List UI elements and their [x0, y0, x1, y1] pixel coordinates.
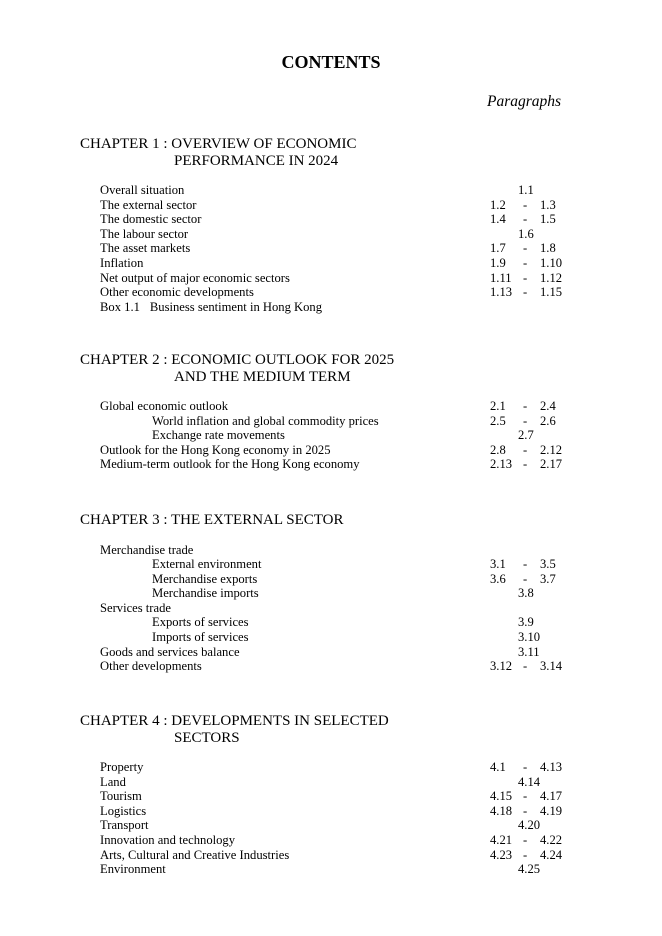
entry-paragraph: 3.10: [518, 630, 541, 645]
entry-paragraph-to: 2.12: [540, 442, 563, 457]
entry-paragraph-from: 4.21: [490, 832, 513, 847]
entry-label: Imports of services: [152, 630, 249, 645]
chapter-4: [80, 713, 563, 877]
range-dash: -: [523, 285, 528, 300]
toc-entry[interactable]: [80, 803, 563, 819]
toc-entry[interactable]: [80, 774, 541, 790]
entry-label: Land: [100, 774, 126, 789]
toc-entry[interactable]: [80, 183, 534, 198]
box-title: Business sentiment in Hong Kong: [149, 299, 323, 314]
entry-paragraph-to: 4.19: [540, 803, 563, 818]
chapter-heading-line: CHAPTER 3 : THE EXTERNAL SECTOR: [80, 512, 344, 528]
entry-label: Net output of major economic sectors: [100, 270, 290, 285]
toc-subentry[interactable]: [80, 413, 556, 429]
toc-subentry[interactable]: [80, 630, 541, 645]
entry-paragraph-from: 3.1: [490, 557, 506, 572]
entry-label: Arts, Cultural and Creative Industries: [100, 847, 290, 862]
toc-entry[interactable]: [80, 399, 556, 414]
toc-entry[interactable]: [80, 818, 541, 833]
range-dash: -: [523, 847, 528, 862]
chapter-3-heading: [80, 512, 500, 529]
toc-entry[interactable]: [80, 543, 500, 558]
chapter-2: [80, 352, 563, 472]
chapter-1: [80, 136, 563, 314]
entry-label: Merchandise imports: [152, 586, 259, 601]
entry-label: Inflation: [100, 255, 144, 270]
range-dash: -: [523, 399, 528, 413]
range-dash: -: [523, 197, 528, 212]
range-dash: -: [523, 413, 528, 428]
toc-entry[interactable]: [80, 226, 534, 242]
chapter-heading-line: CHAPTER 1 : OVERVIEW OF ECONOMIC: [80, 136, 357, 152]
range-dash: -: [523, 832, 528, 847]
entry-paragraph-to: 2.17: [540, 457, 563, 472]
chapter-heading-line: SECTORS: [174, 729, 240, 746]
page-title: CONTENTS: [281, 52, 381, 72]
toc-subentry[interactable]: [80, 615, 534, 630]
toc-entry[interactable]: [80, 241, 556, 256]
entry-paragraph-to: 1.5: [540, 212, 556, 227]
range-dash: -: [523, 760, 528, 774]
entry-paragraph-to: 2.4: [540, 399, 556, 413]
entry-label: Merchandise exports: [152, 571, 258, 586]
entry-paragraph-to: 3.5: [540, 557, 556, 572]
entry-paragraph-to: 1.3: [540, 197, 556, 212]
entry-paragraph: 3.9: [518, 615, 534, 630]
entry-paragraph-to: 3.7: [540, 571, 556, 586]
entry-label: Global economic outlook: [100, 399, 229, 413]
toc-entry[interactable]: [80, 457, 563, 472]
entry-label: Tourism: [100, 789, 142, 804]
entry-paragraph-to: 4.17: [540, 789, 563, 804]
toc-entry[interactable]: [80, 847, 563, 863]
entry-paragraph-from: 2.1: [490, 399, 506, 413]
entry-paragraph: 3.11: [518, 644, 540, 659]
chapter-heading-line: AND THE MEDIUM TERM: [174, 368, 351, 385]
entry-label: Property: [100, 760, 144, 774]
toc-entry[interactable]: [80, 197, 556, 213]
entry-paragraph-from: 4.15: [490, 789, 513, 804]
entry-paragraph: 4.14: [518, 774, 541, 789]
box-number: Box 1.1: [100, 299, 140, 314]
entry-paragraph-to: 1.12: [540, 270, 563, 285]
entry-paragraph: 4.20: [518, 818, 541, 833]
entry-paragraph: 3.8: [518, 586, 534, 601]
entry-paragraph-to: 4.22: [540, 832, 563, 847]
range-dash: -: [523, 255, 528, 270]
entry-label: The domestic sector: [100, 212, 202, 227]
chapter-3: [80, 512, 563, 674]
toc-entry[interactable]: [80, 212, 556, 227]
toc-entry-box[interactable]: [80, 300, 500, 315]
toc-entry[interactable]: [80, 601, 500, 616]
toc-entry[interactable]: [80, 832, 563, 848]
entry-label: Logistics: [100, 803, 147, 818]
entry-label: The external sector: [100, 197, 197, 212]
entry-paragraph-to: 1.15: [540, 285, 563, 300]
entry-paragraph: 1.1: [518, 183, 534, 197]
range-dash: -: [523, 803, 528, 818]
toc-subentry[interactable]: [80, 586, 534, 601]
entry-label: Goods and services balance: [100, 644, 240, 659]
entry-paragraph-from: 1.4: [490, 212, 506, 227]
range-dash: -: [523, 789, 528, 804]
toc-entry[interactable]: [80, 644, 540, 660]
entry-paragraph-from: 1.9: [490, 255, 506, 270]
entry-paragraph-from: 2.8: [490, 442, 506, 457]
entry-label: Innovation and technology: [100, 832, 236, 847]
entry-paragraph: 2.7: [518, 428, 534, 443]
range-dash: -: [523, 571, 528, 586]
entry-label: Medium-term outlook for the Hong Kong economy: [100, 457, 360, 472]
toc-entry[interactable]: [80, 255, 563, 271]
entry-label: World inflation and global commodity prices: [152, 413, 379, 428]
entry-label: Exports of services: [152, 615, 249, 630]
toc-entry[interactable]: [80, 659, 563, 674]
entry-paragraph-to: 1.10: [540, 255, 563, 270]
entry-label: Services trade: [100, 600, 171, 615]
entry-label: The labour sector: [100, 226, 189, 241]
toc-subentry[interactable]: [80, 557, 556, 572]
range-dash: -: [523, 270, 528, 285]
chapter-heading-line: CHAPTER 4 : DEVELOPMENTS IN SELECTED: [80, 713, 389, 729]
entry-label: Environment: [100, 862, 166, 877]
entry-paragraph-from: 2.13: [490, 457, 513, 472]
entry-label: The asset markets: [100, 241, 191, 256]
chapter-2-heading: [80, 352, 500, 385]
entry-paragraph-from: 1.2: [490, 197, 506, 212]
entry-paragraph-to: 3.14: [540, 659, 563, 674]
chapter-4-heading: [80, 713, 500, 746]
entry-label: Other developments: [100, 659, 202, 674]
range-dash: -: [523, 442, 528, 457]
entry-paragraph-from: 3.6: [490, 571, 506, 586]
toc-entry[interactable]: [80, 760, 563, 775]
range-dash: -: [523, 241, 528, 256]
toc-entry[interactable]: [80, 789, 563, 804]
entry-paragraph-to: 4.24: [540, 847, 563, 862]
entry-label: Merchandise trade: [100, 542, 194, 557]
entry-paragraph-from: 2.5: [490, 413, 506, 428]
entry-paragraph-to: 2.6: [540, 413, 556, 428]
entry-paragraph-from: 4.1: [490, 760, 506, 774]
chapter-1-heading: [80, 136, 500, 169]
entry-paragraph: 4.25: [518, 862, 541, 877]
entry-label: Other economic developments: [100, 285, 254, 300]
toc-entry[interactable]: [80, 285, 563, 300]
entry-label: Overall situation: [100, 183, 185, 197]
toc-entry[interactable]: [80, 862, 541, 877]
entry-label: Exchange rate movements: [152, 428, 285, 443]
toc-subentry[interactable]: [80, 571, 556, 587]
toc-subentry[interactable]: [80, 428, 534, 443]
toc-entry[interactable]: [80, 442, 563, 458]
entry-paragraph: 1.6: [518, 226, 534, 241]
chapter-heading-line: PERFORMANCE IN 2024: [174, 152, 339, 169]
entry-paragraph-from: 4.23: [490, 847, 513, 862]
entry-paragraph-from: 1.13: [490, 285, 513, 300]
range-dash: -: [523, 212, 528, 227]
entry-paragraph-to: 1.8: [540, 241, 556, 256]
entry-paragraph-to: 4.13: [540, 760, 563, 774]
range-dash: -: [523, 457, 528, 472]
range-dash: -: [523, 659, 528, 674]
entry-paragraph-from: 3.12: [490, 659, 513, 674]
chapter-heading-line: CHAPTER 2 : ECONOMIC OUTLOOK FOR 2025: [80, 352, 395, 368]
entry-label: Transport: [100, 818, 149, 833]
entry-label: Outlook for the Hong Kong economy in 2025: [100, 442, 331, 457]
entry-paragraph-from: 1.7: [490, 241, 506, 256]
paragraphs-column-header: Paragraphs: [487, 93, 562, 110]
entry-label: External environment: [152, 557, 262, 572]
entry-paragraph-from: 1.11: [490, 270, 512, 285]
range-dash: -: [523, 557, 528, 572]
toc-entry[interactable]: [80, 270, 563, 286]
entry-paragraph-from: 4.18: [490, 803, 513, 818]
